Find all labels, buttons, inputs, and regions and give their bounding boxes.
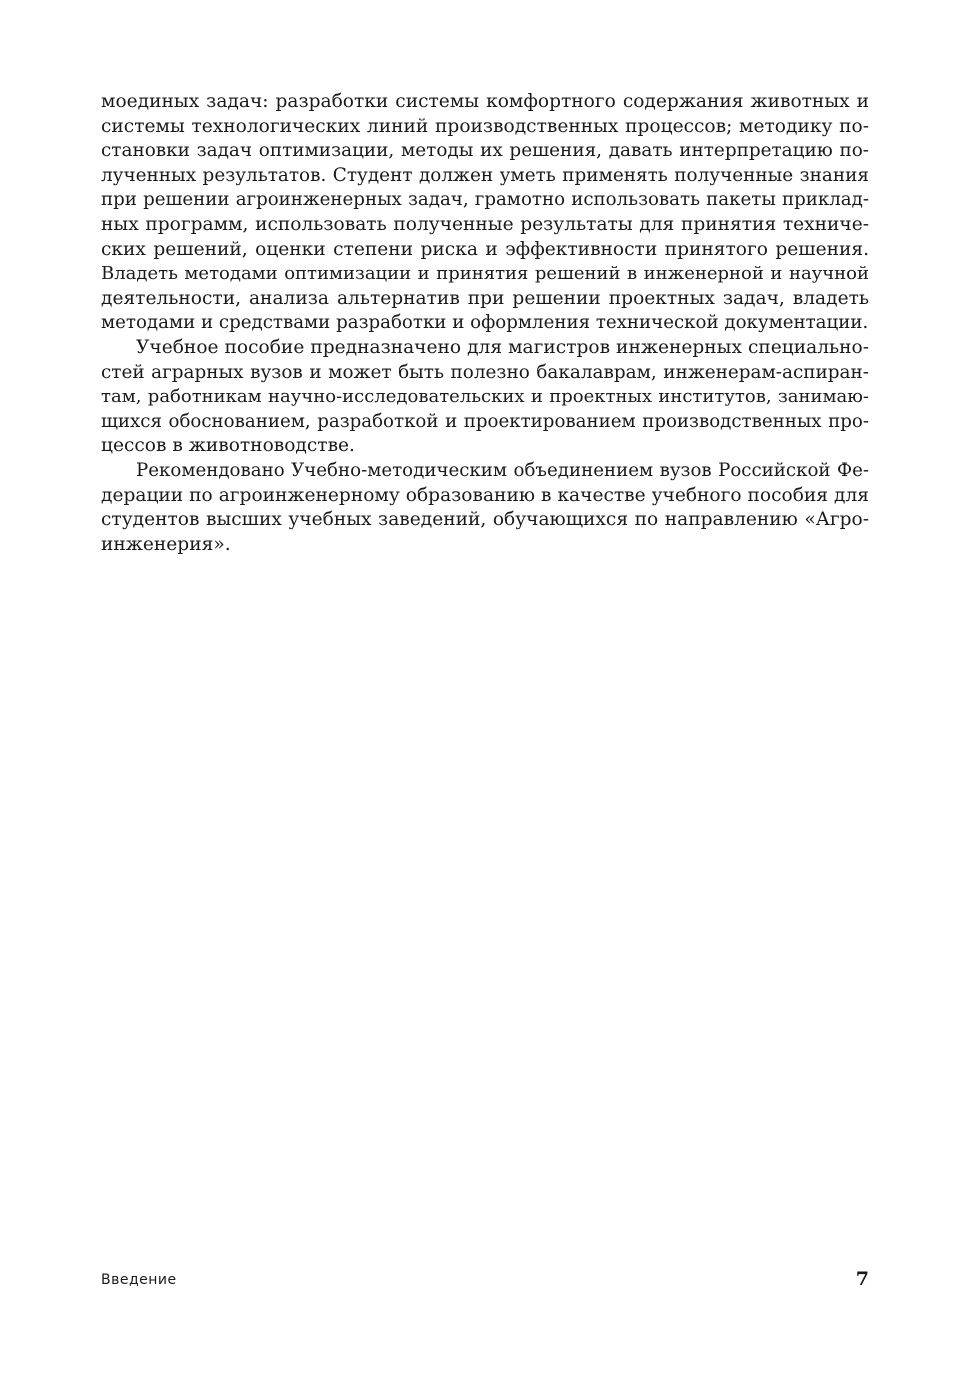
page-number: 7 xyxy=(855,1268,869,1290)
text-line: ных программ, использовать полученные результаты для принятия техниче- xyxy=(101,213,869,235)
paragraph-3 xyxy=(101,459,869,557)
text-line: при решении агроинженерных задач, грамотно использовать пакеты приклад- xyxy=(101,189,869,211)
text-line: становки задач оптимизации, методы их решения, давать интерпретацию по- xyxy=(101,140,869,162)
text-line: стей аграрных вузов и может быть полезно бакалаврам, инженерам-аспиран- xyxy=(101,361,869,383)
text-line: Рекомендовано Учебно-методическим объединением вузов Российской Фе- xyxy=(136,459,869,481)
body-text xyxy=(101,90,869,557)
running-footer-title: Введение xyxy=(101,1272,177,1288)
text-line: цессов в животноводстве. xyxy=(101,435,355,457)
text-line: там, работникам научно-исследовательских и проектных институтов, занимаю- xyxy=(101,386,869,408)
text-line: щихся обоснованием, разработкой и проектированием производственных про- xyxy=(101,410,869,432)
text-line: моединых задач: разработки системы комфортного содержания животных и xyxy=(101,91,869,112)
text-line: инженерия». xyxy=(101,533,231,555)
text-line: методами и средствами разработки и оформления технической документации. xyxy=(101,312,869,334)
text-line: дерации по агроинженерному образованию в качестве учебного пособия для xyxy=(101,484,869,506)
text-line: ских решений, оценки степени риска и эффективности принятого решения. xyxy=(101,238,869,260)
text-line: деятельности, анализа альтернатив при решении проектных задач, владеть xyxy=(101,287,869,309)
text-line: лученных результатов. Студент должен уметь применять полученные знания xyxy=(101,164,869,186)
paragraph-2 xyxy=(101,336,869,459)
paragraph-1 xyxy=(101,90,869,336)
text-line: системы технологических линий производственных процессов; методику по- xyxy=(101,115,869,137)
text-line: студентов высших учебных заведений, обучающихся по направлению «Агро- xyxy=(101,509,869,531)
text-line: Владеть методами оптимизации и принятия решений в инженерной и научной xyxy=(101,263,869,285)
text-line: Учебное пособие предназначено для магистров инженерных специально- xyxy=(136,336,869,358)
